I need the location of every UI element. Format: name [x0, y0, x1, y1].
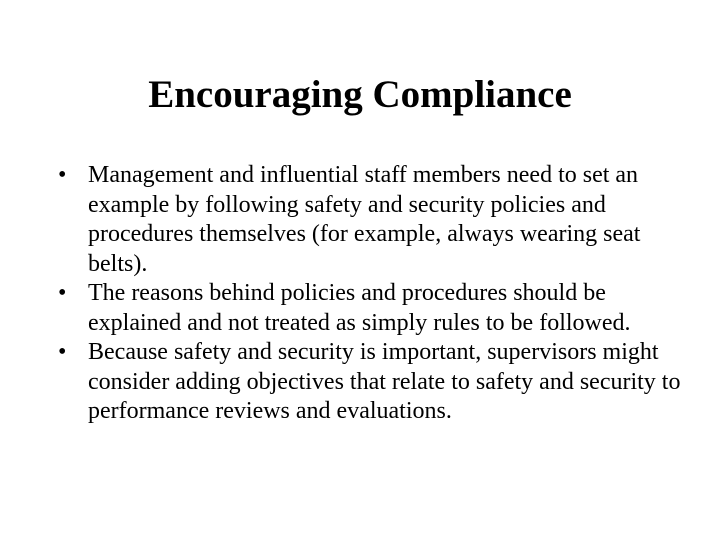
bullet-item	[58, 338, 698, 427]
bullet-text: The reasons behind policies and procedures should be explained and not treated as simply rules to be followed.	[88, 280, 631, 336]
bullet-item	[58, 161, 698, 279]
bullet-dot-icon: •	[58, 339, 67, 365]
bullet-dot-icon: •	[58, 280, 67, 306]
bullet-text: Management and influential staff members need to set an example by following safety and security policies and procedures themselves (for example, always wearing seat belts).	[88, 162, 641, 277]
bullet-text: Because safety and security is important, supervisors might consider adding objectives that relate to safety and security to performance reviews and evaluations.	[88, 339, 681, 424]
bullet-dot-icon: •	[58, 162, 67, 188]
bullet-item	[58, 279, 698, 338]
slide-title: Encouraging Compliance	[148, 73, 572, 116]
bullet-list	[58, 161, 698, 427]
